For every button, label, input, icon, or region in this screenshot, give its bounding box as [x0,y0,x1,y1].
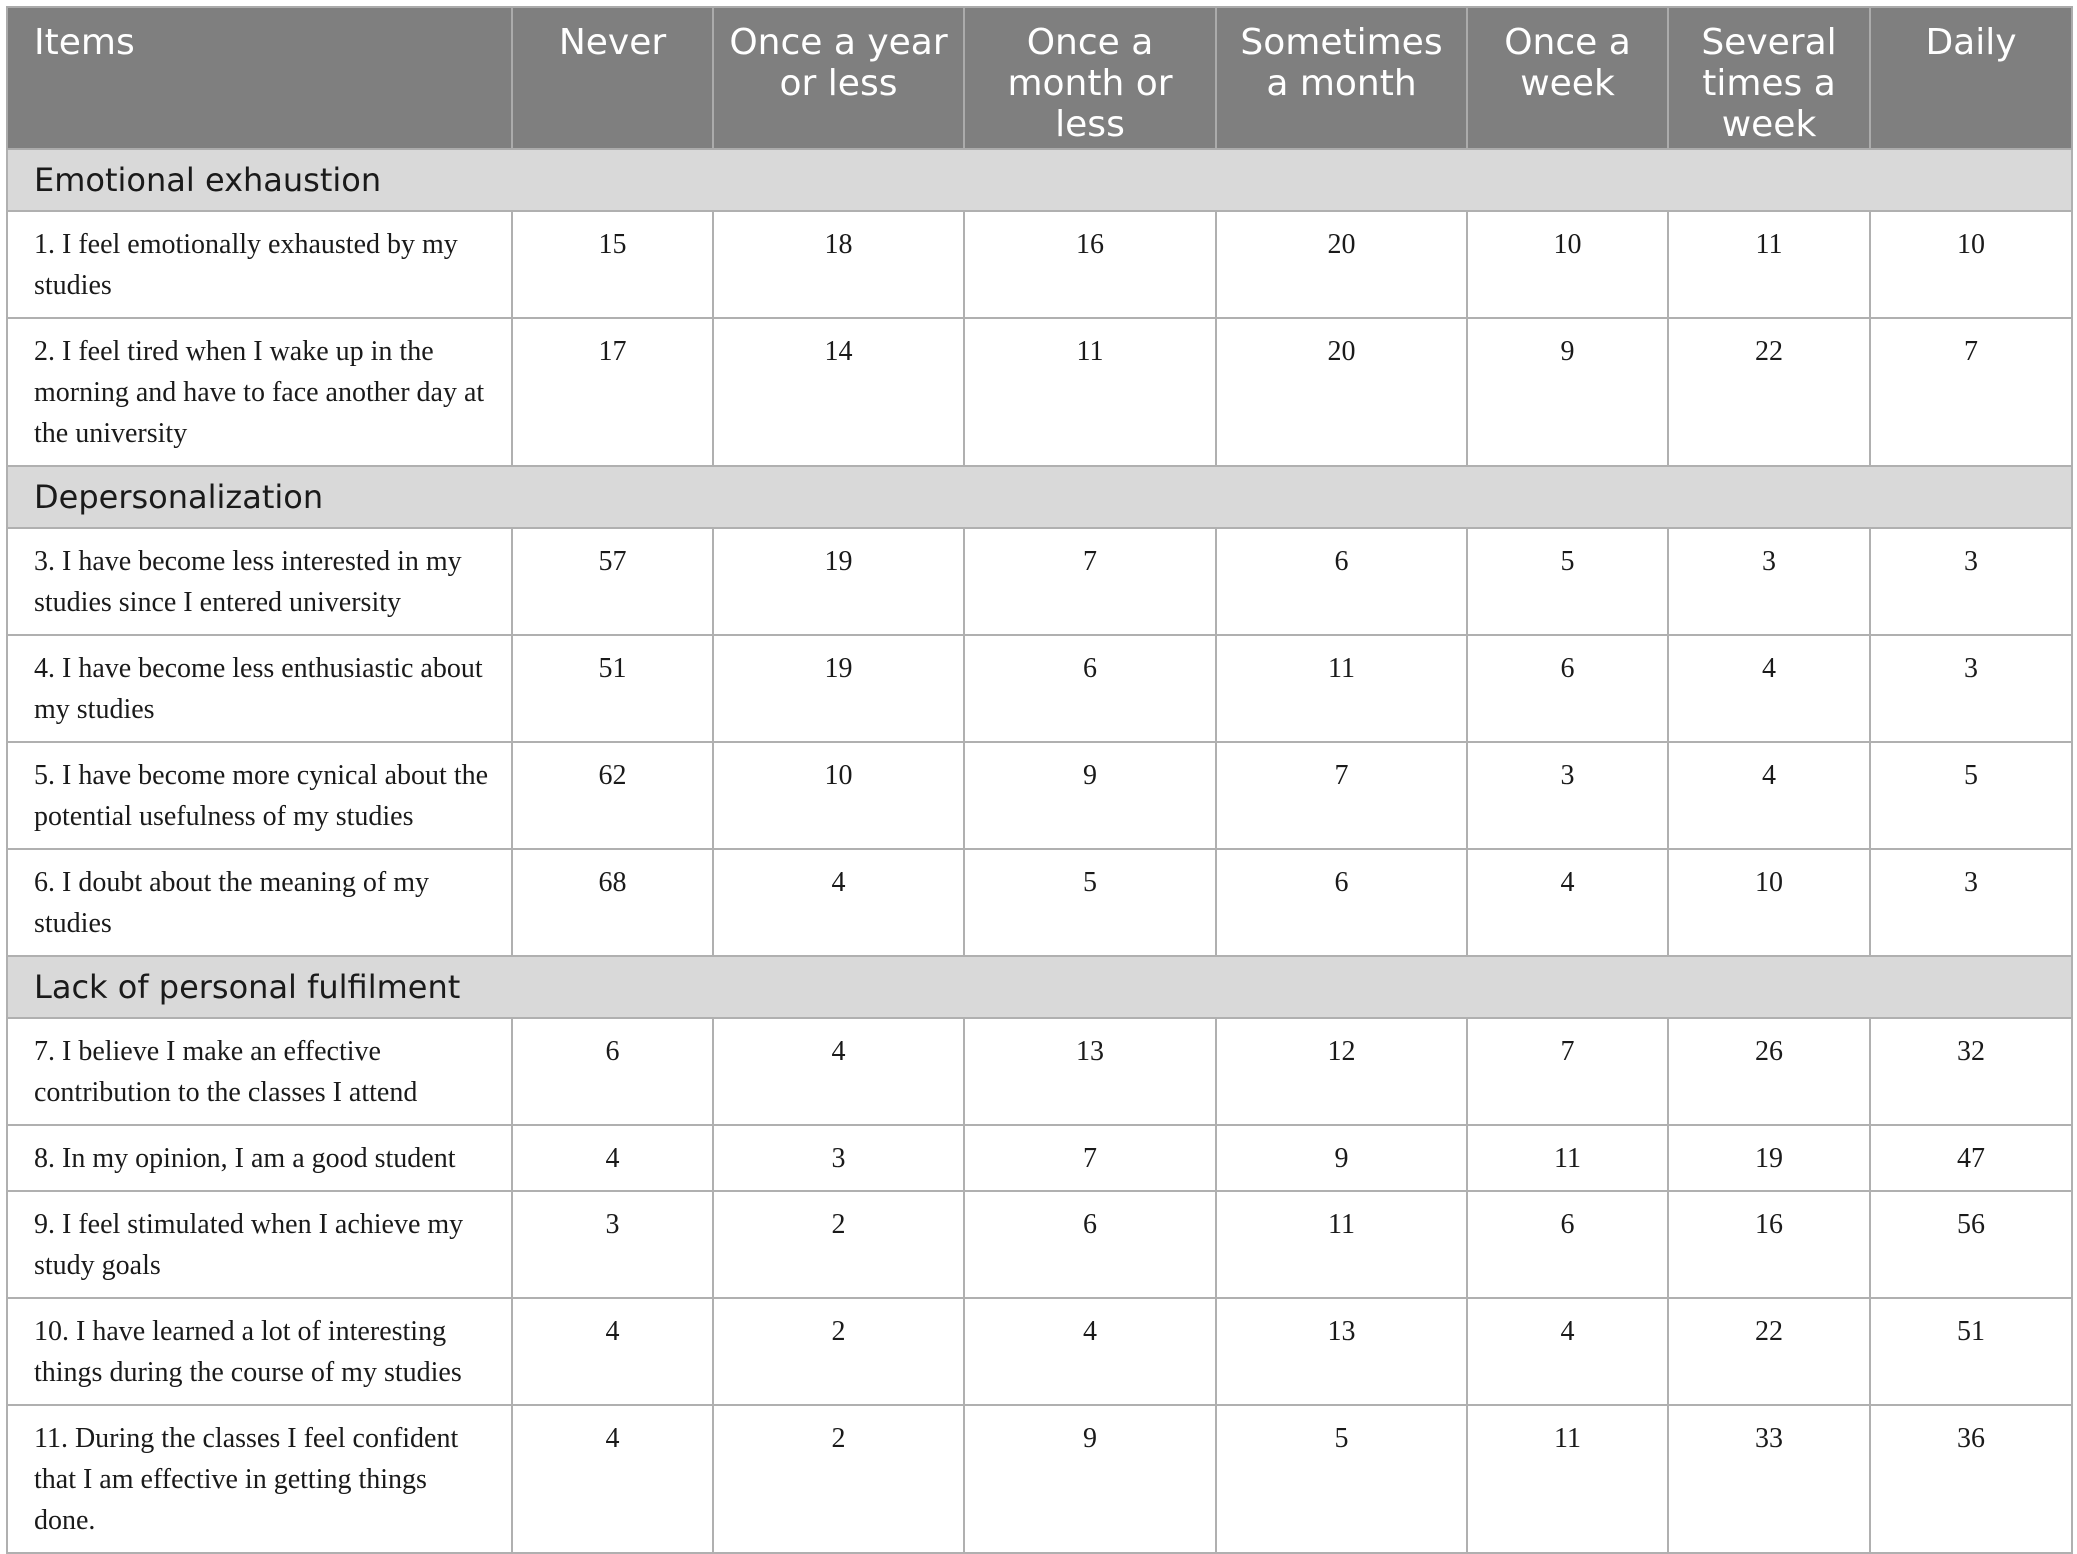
value-cell: 4 [512,1125,713,1191]
item-text: 5. I have become more cynical about the potential usefulness of my studies [7,742,512,849]
value-cell: 9 [964,742,1216,849]
header-sometimes-a-month: Sometimes a month [1216,7,1467,149]
item-text: 6. I doubt about the meaning of my studies [7,849,512,956]
value-cell: 3 [1870,849,2072,956]
value-cell: 57 [512,528,713,635]
value-cell: 5 [1467,528,1668,635]
section-title: Lack of personal fulfilment [7,956,2072,1018]
table-row [7,318,2072,466]
value-cell: 2 [713,1298,964,1405]
header-once-a-month: Once a month or less [964,7,1216,149]
header-row [7,7,2072,149]
value-cell: 6 [512,1018,713,1125]
header-once-a-week: Once a week [1467,7,1668,149]
header-several-times-a-week: Several times a week [1668,7,1870,149]
table-row [7,635,2072,742]
value-cell: 9 [964,1405,1216,1553]
value-cell: 2 [713,1405,964,1553]
value-cell: 11 [1467,1405,1668,1553]
value-cell: 26 [1668,1018,1870,1125]
table-row [7,742,2072,849]
table-row [7,1125,2072,1191]
value-cell: 56 [1870,1191,2072,1298]
value-cell: 7 [964,1125,1216,1191]
value-cell: 10 [1467,211,1668,318]
value-cell: 19 [713,528,964,635]
value-cell: 2 [713,1191,964,1298]
value-cell: 22 [1668,318,1870,466]
value-cell: 4 [1668,635,1870,742]
value-cell: 20 [1216,318,1467,466]
value-cell: 3 [512,1191,713,1298]
value-cell: 14 [713,318,964,466]
item-text: 3. I have become less interested in my studies since I entered university [7,528,512,635]
table-row [7,1018,2072,1125]
value-cell: 4 [1668,742,1870,849]
value-cell: 33 [1668,1405,1870,1553]
value-cell: 13 [1216,1298,1467,1405]
value-cell: 11 [964,318,1216,466]
value-cell: 6 [1467,635,1668,742]
header-items: Items [7,7,512,149]
value-cell: 11 [1216,635,1467,742]
table-row [7,1191,2072,1298]
section-title: Depersonalization [7,466,2072,528]
item-text: 10. I have learned a lot of interesting things during the course of my studies [7,1298,512,1405]
value-cell: 18 [713,211,964,318]
value-cell: 3 [1870,528,2072,635]
value-cell: 15 [512,211,713,318]
value-cell: 12 [1216,1018,1467,1125]
value-cell: 5 [964,849,1216,956]
value-cell: 11 [1467,1125,1668,1191]
value-cell: 36 [1870,1405,2072,1553]
value-cell: 4 [713,1018,964,1125]
value-cell: 10 [1870,211,2072,318]
section-row [7,466,2072,528]
item-text: 11. During the classes I feel confident that I am effective in getting things done. [7,1405,512,1553]
value-cell: 7 [1216,742,1467,849]
item-text: 8. In my opinion, I am a good student [7,1125,512,1191]
value-cell: 6 [1467,1191,1668,1298]
value-cell: 9 [1216,1125,1467,1191]
value-cell: 6 [1216,528,1467,635]
value-cell: 5 [1216,1405,1467,1553]
item-text: 1. I feel emotionally exhausted by my studies [7,211,512,318]
value-cell: 17 [512,318,713,466]
value-cell: 9 [1467,318,1668,466]
value-cell: 19 [1668,1125,1870,1191]
value-cell: 3 [1467,742,1668,849]
header-daily: Daily [1870,7,2072,149]
value-cell: 68 [512,849,713,956]
value-cell: 3 [1668,528,1870,635]
value-cell: 11 [1668,211,1870,318]
value-cell: 5 [1870,742,2072,849]
section-row [7,149,2072,211]
value-cell: 4 [713,849,964,956]
section-row [7,956,2072,1018]
table-row [7,1405,2072,1553]
value-cell: 4 [1467,1298,1668,1405]
item-text: 2. I feel tired when I wake up in the morning and have to face another day at the university [7,318,512,466]
value-cell: 62 [512,742,713,849]
value-cell: 4 [512,1298,713,1405]
table-row [7,1298,2072,1405]
value-cell: 51 [512,635,713,742]
value-cell: 7 [1467,1018,1668,1125]
value-cell: 3 [1870,635,2072,742]
item-text: 4. I have become less enthusiastic about my studies [7,635,512,742]
value-cell: 11 [1216,1191,1467,1298]
value-cell: 16 [1668,1191,1870,1298]
section-title: Emotional exhaustion [7,149,2072,211]
value-cell: 4 [512,1405,713,1553]
burnout-frequency-table [6,6,2073,1554]
value-cell: 10 [1668,849,1870,956]
header-never: Never [512,7,713,149]
value-cell: 51 [1870,1298,2072,1405]
value-cell: 7 [964,528,1216,635]
header-once-a-year: Once a year or less [713,7,964,149]
value-cell: 4 [964,1298,1216,1405]
table-row [7,849,2072,956]
value-cell: 3 [713,1125,964,1191]
item-text: 9. I feel stimulated when I achieve my study goals [7,1191,512,1298]
value-cell: 22 [1668,1298,1870,1405]
table-row [7,528,2072,635]
value-cell: 10 [713,742,964,849]
value-cell: 6 [964,1191,1216,1298]
value-cell: 47 [1870,1125,2072,1191]
value-cell: 13 [964,1018,1216,1125]
table-row [7,211,2072,318]
value-cell: 19 [713,635,964,742]
value-cell: 7 [1870,318,2072,466]
value-cell: 20 [1216,211,1467,318]
value-cell: 32 [1870,1018,2072,1125]
value-cell: 16 [964,211,1216,318]
value-cell: 4 [1467,849,1668,956]
value-cell: 6 [1216,849,1467,956]
value-cell: 6 [964,635,1216,742]
item-text: 7. I believe I make an effective contribution to the classes I attend [7,1018,512,1125]
